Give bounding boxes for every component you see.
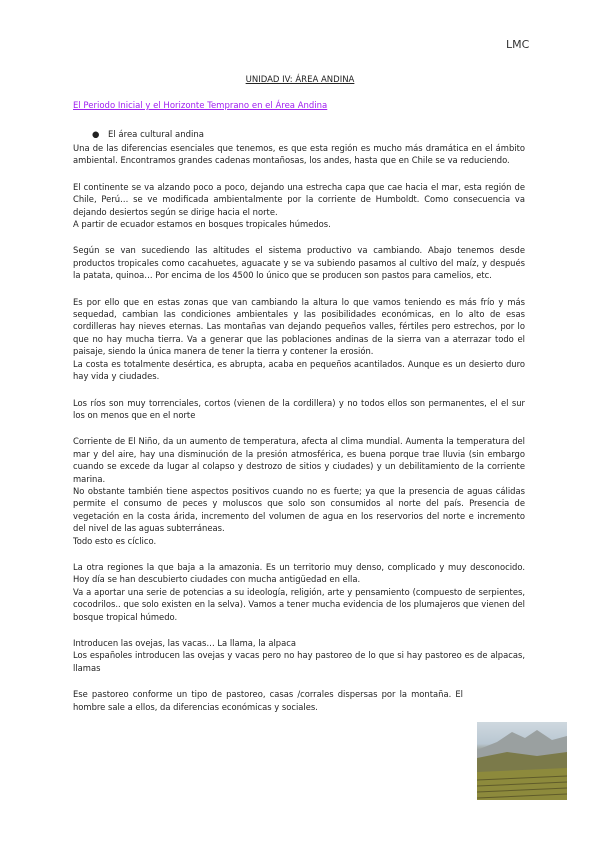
paragraph: Los ríos son muy torrenciales, cortos (vienen de la cordillera) y no todos ellos son permanentes, el el sur los on menos que en el norte [73, 397, 525, 420]
paragraph: La costa es totalmente desértica, es abrupta, acaba en pequeños acantilados. Aunque es un desierto duro hay vida y ciudades. [73, 358, 525, 382]
paragraph: Los españoles introducen las ovejas y vacas pero no hay pastoreo de lo que si hay pastoreo es de alpacas, llamas [73, 650, 525, 673]
paragraph: Todo esto es cíclico. [73, 535, 157, 546]
paragraph: Es por ello que en estas zonas que van cambiando la altura lo que vamos teniendo es más frío y más sequedad, cambian las condiciones ambientales y las posibilidades económicas, en lo alto de esas cordilleras hay nieves eternas. Las montañas van dejando pequeños valles, fértiles pero estrechos, por lo que no hay mucha tierra. Va a generar que las poblaciones andinas de la sierra van a aterrazar todo el paisaje, siendo la única manera de tener la tierra y contener la erosión. [73, 296, 525, 357]
paragraph: Corriente de El Niño, da un aumento de temperatura, afecta al clima mundial. Aumenta la temperatura del mar y del aire, hay una disminución de la presión atmosférica, es buena porque trae lluvia (sin embargo cuando se excede da lugar al colapso y destrozo de sitios y ciudades) y un debilitamiento de la corriente marina. [73, 436, 525, 484]
bullet-item [92, 130, 204, 140]
andean-landscape-photo [477, 722, 567, 800]
paragraph: Introducen las ovejas, las vacas… La llama, la alpaca [73, 638, 296, 648]
bullet-icon: ● [92, 130, 100, 140]
bullet-text: El área cultural andina [108, 130, 204, 140]
header-initials: LMC [506, 38, 530, 51]
paragraph: A partir de ecuador estamos en bosques tropicales húmedos. [73, 219, 331, 230]
paragraph: La otra regiones la que baja a la amazonia. Es un territorio muy denso, complicado y muy desconocido. Hoy día se han descubierto ciudades con mucha antigüedad en ella. [73, 561, 525, 585]
paragraph: Según se van sucediendo las altitudes el sistema productivo va cambiando. Abajo tenemos desde productos tropicales como cacahuetes, aguacate y se va subiendo pasamos al cultivo del maíz, y después la patata, quinoa… Por encima de los 4500 lo único que se producen son pastos para camelios, etc. [73, 245, 525, 281]
paragraph: Va a aportar una serie de potencias a su ideología, religión, arte y pensamiento (compuesto de serpientes, cocodrilos.. que solo existen en la selva). Vamos a tener mucha evidencia de los plumajeros que vienen del bosque tropical húmedo. [73, 586, 525, 622]
paragraph: Ese pastoreo conforme un tipo de pastoreo, casas /corrales dispersas por la montaña. El hombre sale a ellos, da diferencias económicas y sociales. [73, 689, 463, 712]
document-title: UNIDAD IV: ÁREA ANDINA [245, 75, 355, 85]
paragraph: Una de las diferencias esenciales que tenemos, es que esta región es mucho más dramática en el ámbito ambiental. Encontramos grandes cadenas montañosas, los andes, hasta que en Chile se va reduciendo. [73, 143, 525, 166]
body-text [73, 142, 525, 727]
subtitle-link[interactable]: El Periodo Inicial y el Horizonte Temprano en el Área Andina [73, 101, 328, 111]
paragraph: No obstante también tiene aspectos positivos cuando no es fuerte; ya que la presencia de aguas cálidas permite el consumo de peces y moluscos que solo son consumidos al norte del país. Presencia de vegetación en la costa árida, incremento del volumen de agua en los reservorios del norte e incremento del nivel de las aguas subterráneas. [73, 485, 525, 534]
paragraph: El continente se va alzando poco a poco, dejando una estrecha capa que cae hacia el mar, esta región de Chile, Perú… se ve modificada ambientalmente por la corriente de Humboldt. Como consecuencia va dejando desiertos según se dirige hacia el norte. [73, 181, 525, 217]
